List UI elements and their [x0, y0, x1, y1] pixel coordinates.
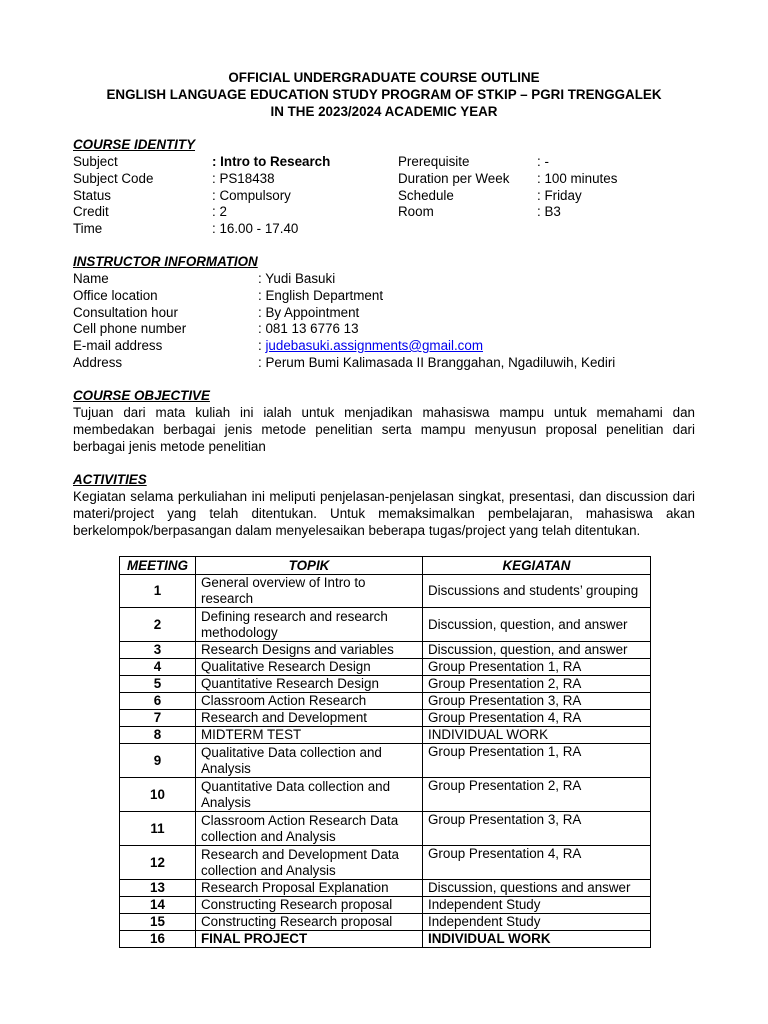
topic-cell: Defining research and research methodology: [196, 608, 423, 642]
topic-cell: Quantitative Data collection and Analysis: [196, 778, 423, 812]
instructor-address-value: : Perum Bumi Kalimasada II Branggahan, Ngadiluwih, Kediri: [258, 355, 616, 370]
table-row: [120, 778, 651, 812]
instructor-title: INSTRUCTOR INFORMATION: [73, 254, 258, 269]
activity-cell: Discussions and students’ grouping: [423, 575, 651, 608]
topic-cell: Classroom Action Research: [196, 693, 423, 710]
topic-cell: Constructing Research proposal: [196, 914, 423, 931]
activity-cell: Group Presentation 2, RA: [423, 778, 651, 812]
activity-cell: Group Presentation 3, RA: [423, 812, 651, 846]
identity-duration-label: Duration per Week: [398, 171, 510, 186]
identity-status-value: : Compulsory: [212, 188, 291, 203]
table-row: [120, 710, 651, 727]
table-row: [120, 642, 651, 659]
meeting-number: 14: [120, 897, 196, 914]
header-year: IN THE 2023/2024 ACADEMIC YEAR: [270, 104, 498, 119]
activity-cell: Group Presentation 4, RA: [423, 846, 651, 880]
identity-code-value: : PS18438: [212, 171, 275, 186]
topic-cell: Constructing Research proposal: [196, 897, 423, 914]
topic-cell: Classroom Action Research Data collection and Analysis: [196, 812, 423, 846]
table-row: [120, 659, 651, 676]
instructor-phone-value: : 081 13 6776 13: [258, 321, 359, 336]
email-colon: :: [258, 338, 266, 353]
identity-status-label: Status: [73, 188, 111, 203]
identity-code-label: Subject Code: [73, 171, 154, 186]
table-row: [120, 880, 651, 897]
activity-cell: Independent Study: [423, 914, 651, 931]
topic-cell: MIDTERM TEST: [196, 727, 423, 744]
meeting-number: 12: [120, 846, 196, 880]
instructor-name-value: : Yudi Basuki: [258, 271, 336, 286]
activity-cell: Group Presentation 1, RA: [423, 659, 651, 676]
objective-title: COURSE OBJECTIVE: [73, 388, 210, 403]
identity-subject-value: : Intro to Research: [212, 154, 331, 169]
header-program: ENGLISH LANGUAGE EDUCATION STUDY PROGRAM OF STKIP – PGRI TRENGGALEK: [106, 87, 662, 102]
identity-credit-value: : 2: [212, 204, 227, 219]
activity-cell: Group Presentation 4, RA: [423, 710, 651, 727]
meeting-number: 9: [120, 744, 196, 778]
meeting-number: 8: [120, 727, 196, 744]
instructor-office-label: Office location: [73, 288, 158, 303]
activity-cell: Discussion, question, and answer: [423, 642, 651, 659]
meeting-schedule-table: [119, 556, 651, 948]
table-row: [120, 931, 651, 948]
activity-cell: Group Presentation 3, RA: [423, 693, 651, 710]
identity-duration-value: : 100 minutes: [537, 171, 618, 186]
instructor-consultation-value: : By Appointment: [258, 305, 360, 320]
meeting-number: 15: [120, 914, 196, 931]
meeting-number: 4: [120, 659, 196, 676]
instructor-email-value: [258, 337, 483, 354]
meeting-number: 1: [120, 575, 196, 608]
table-row: [120, 812, 651, 846]
meeting-number: 16: [120, 931, 196, 948]
topic-cell: FINAL PROJECT: [196, 931, 423, 948]
meeting-number: 13: [120, 880, 196, 897]
table-row: [120, 608, 651, 642]
topic-cell: Research Proposal Explanation: [196, 880, 423, 897]
identity-room-value: : B3: [537, 204, 561, 219]
instructor-phone-label: Cell phone number: [73, 321, 187, 336]
topic-cell: Qualitative Data collection and Analysis: [196, 744, 423, 778]
meeting-number: 2: [120, 608, 196, 642]
activities-title: ACTIVITIES: [73, 472, 147, 487]
header-title: OFFICIAL UNDERGRADUATE COURSE OUTLINE: [228, 70, 540, 85]
identity-time-label: Time: [73, 221, 103, 236]
table-row: [120, 744, 651, 778]
table-row: [120, 693, 651, 710]
header-meeting: MEETING: [120, 557, 196, 575]
table-row: [120, 897, 651, 914]
course-identity-title: COURSE IDENTITY: [73, 137, 196, 152]
identity-prerequisite-value: : -: [537, 154, 549, 169]
activity-cell: INDIVIDUAL WORK: [423, 931, 651, 948]
identity-credit-label: Credit: [73, 204, 109, 219]
instructor-office-value: : English Department: [258, 288, 384, 303]
activity-cell: Group Presentation 2, RA: [423, 676, 651, 693]
table-row: [120, 676, 651, 693]
activity-cell: INDIVIDUAL WORK: [423, 727, 651, 744]
table-row: [120, 846, 651, 880]
table-row: [120, 727, 651, 744]
email-link[interactable]: judebasuki.assignments@gmail.com: [265, 338, 483, 353]
table-row: [120, 914, 651, 931]
topic-cell: Research Designs and variables: [196, 642, 423, 659]
topic-cell: Qualitative Research Design: [196, 659, 423, 676]
meeting-number: 3: [120, 642, 196, 659]
table-row: [120, 575, 651, 608]
identity-subject-label: Subject: [73, 154, 118, 169]
topic-cell: General overview of Intro to research: [196, 575, 423, 608]
topic-cell: Research and Development Data collection and Analysis: [196, 846, 423, 880]
objective-text: Tujuan dari mata kuliah ini ialah untuk menjadikan mahasiswa mampu untuk memahami dan membedakan berbagai jenis metode penelitian serta mampu menyusun proposal penelitian dari berbagai jenis metode penelitian: [73, 405, 695, 454]
document-header: [0, 69, 768, 120]
header-kegiatan: KEGIATAN: [423, 557, 651, 575]
instructor-email-label: E-mail address: [73, 338, 163, 353]
table-header-row: [120, 557, 651, 575]
activity-cell: Discussion, question, and answer: [423, 608, 651, 642]
instructor-name-label: Name: [73, 271, 109, 286]
identity-prerequisite-label: Prerequisite: [398, 154, 470, 169]
identity-room-label: Room: [398, 204, 434, 219]
meeting-number: 7: [120, 710, 196, 727]
meeting-number: 10: [120, 778, 196, 812]
activity-cell: Discussion, questions and answer: [423, 880, 651, 897]
meeting-number: 5: [120, 676, 196, 693]
identity-schedule-value: : Friday: [537, 188, 582, 203]
activity-cell: Group Presentation 1, RA: [423, 744, 651, 778]
activity-cell: Independent Study: [423, 897, 651, 914]
meeting-number: 11: [120, 812, 196, 846]
topic-cell: Research and Development: [196, 710, 423, 727]
meeting-number: 6: [120, 693, 196, 710]
instructor-address-label: Address: [73, 355, 123, 370]
header-topik: TOPIK: [196, 557, 423, 575]
identity-schedule-label: Schedule: [398, 188, 454, 203]
identity-time-value: : 16.00 - 17.40: [212, 221, 299, 236]
topic-cell: Quantitative Research Design: [196, 676, 423, 693]
activities-text: Kegiatan selama perkuliahan ini meliputi penjelasan-penjelasan singkat, presentasi, dan discussion dari materi/project yang telah ditentukan. Untuk memaksimalkan pembelajaran, mahasiswa akan berkelompok/berpasangan dalam menyelesaikan beberapa tugas/project yang telah ditentukan.: [73, 489, 695, 538]
instructor-consultation-label: Consultation hour: [73, 305, 178, 320]
